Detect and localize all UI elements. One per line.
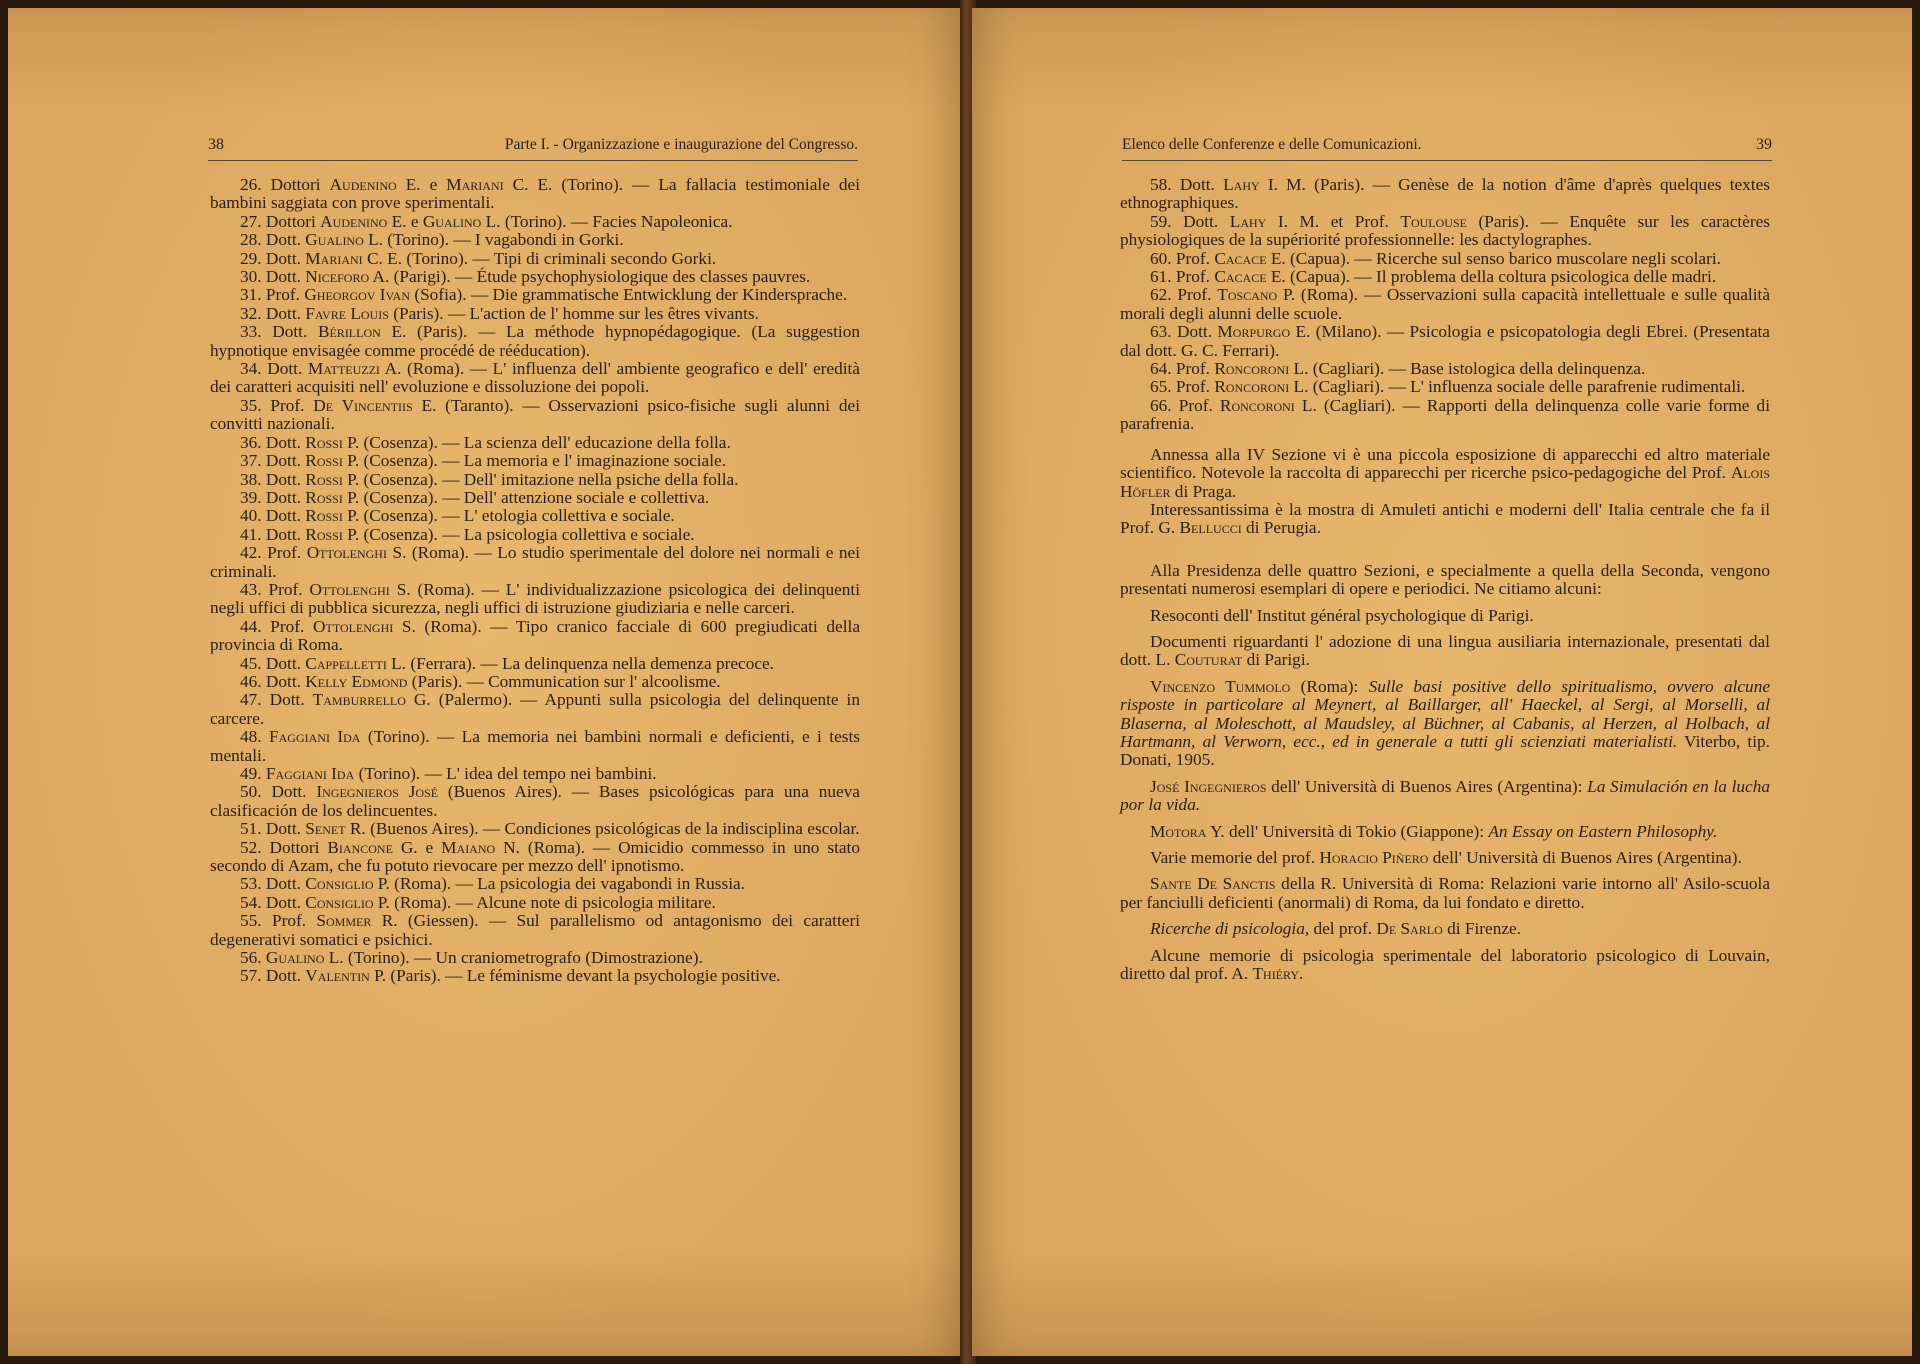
conference-entry: 38. Dott. Rossi P. (Cosenza). — Dell' imitazione nella psiche della folla.: [240, 469, 739, 489]
conference-entry: 28. Dott. Gualino L. (Torino). — I vagabondi in Gorki.: [240, 230, 624, 250]
conference-entry: 61. Prof. Cacace E. (Capua). — Il problema della coltura psicologica delle madri.: [1150, 267, 1717, 287]
publication-item: Resoconti dell' Institut général psychologique di Parigi.: [1150, 605, 1534, 625]
conference-entry: 43. Prof. Ottolenghi S. (Roma). — L' individualizzazione psicologica dei delinquenti negli uffici di pubblica sicurezza, negli uffici di istruzione giudiziaria e nelle carceri.: [210, 579, 860, 618]
conference-entry: 26. Dottori Audenino E. e Mariani C. E. (Torino). — La fallacia testimoniale dei bambini saggiata con prove sperimentali.: [210, 175, 860, 213]
right-running-head: Elenco delle Conferenze e delle Comunicazioni.: [1122, 136, 1422, 153]
conference-entry: 45. Dott. Cappelletti L. (Ferrara). — La delinquenza nella demenza precoce.: [240, 653, 775, 673]
annex-paragraph-1: Annessa alla IV Sezione vi è una piccola esposizione di apparecchi ed altro materiale scientifico. Notevole la raccolta di apparecchi per ricerche psico-pedagogiche del Prof. Alois Höfler di Praga.: [1120, 444, 1770, 501]
presidency-paragraph: Alla Presidenza delle quattro Sezioni, e specialmente a quella della Seconda, vengono presentati numerosi esemplari di opere e periodici. Ne citiamo alcuni:: [1120, 560, 1770, 599]
left-running-header: [208, 136, 858, 161]
conference-entry: 36. Dott. Rossi P. (Cosenza). — La scienza dell' educazione della folla.: [240, 432, 731, 452]
conference-entry: 33. Dott. Bérillon E. (Paris). — La méthode hypnopédagogique. (La suggestion hypnotique envisagée comme procédé de rééducation).: [210, 322, 860, 360]
conference-entry: 39. Dott. Rossi P. (Cosenza). — Dell' attenzione sociale e collettiva.: [240, 487, 710, 507]
conference-entry: 29. Dott. Mariani C. E. (Torino). — Tipi di criminali secondo Gorki.: [240, 248, 717, 268]
conference-entry: 51. Dott. Senet R. (Buenos Aires). — Condiciones psicológicas de la indisciplina escolar.: [240, 819, 860, 839]
conference-entry: 37. Dott. Rossi P. (Cosenza). — La memoria e l' imaginazione sociale.: [240, 451, 727, 471]
conference-entry: 27. Dottori Audenino E. e Gualino L. (Torino). — Facies Napoleonica.: [240, 211, 733, 231]
conference-entry: 62. Prof. Toscano P. (Roma). — Osservazioni sulla capacità intellettuale e sulle qualità morali degli alunni delle scuole.: [1120, 285, 1771, 323]
publication-item: Documenti riguardanti l' adozione di una lingua ausiliaria internazionale, presentati dal dott. L. Couturat di Parigi.: [1120, 631, 1770, 670]
conference-entry: 64. Prof. Roncoroni L. (Cagliari). — Base istologica della delinquenza.: [1150, 359, 1646, 379]
conference-entry: 48. Faggiani Ida (Torino). — La memoria nei bambini normali e deficienti, e i tests mentali.: [210, 727, 860, 765]
left-entry-list: [210, 176, 860, 986]
conference-entry: 34. Dott. Matteuzzi A. (Roma). — L' influenza dell' ambiente geografico e dell' eredità dei caratteri acquisiti nell' evoluzione e dissoluzione dei popoli.: [210, 359, 860, 397]
conference-entry: 30. Dott. Niceforo A. (Parigi). — Étude psychophysiologique des classes pauvres.: [240, 267, 811, 287]
conference-entry: 54. Dott. Consiglio P. (Roma). — Alcune note di psicologia militare.: [240, 892, 716, 912]
right-page-number: 39: [1756, 136, 1772, 153]
conference-entry: 42. Prof. Ottolenghi S. (Roma). — Lo studio sperimentale del dolore nei normali e nei criminali.: [210, 543, 860, 581]
conference-entry: 57. Dott. Valentin P. (Paris). — Le féminisme devant la psychologie positive.: [240, 966, 781, 986]
right-running-header: [1122, 136, 1772, 161]
publication-item: Alcune memorie di psicologia sperimentale del laboratorio psicologico di Louvain, diretto dal prof. A. Thiéry.: [1120, 945, 1770, 984]
right-column: [1120, 176, 1770, 991]
conference-entry: 50. Dott. Ingegnieros José (Buenos Aires). — Bases psicológicas para una nueva clasificación de los delincuentes.: [210, 782, 860, 820]
publication-item: Sante De Sanctis della R. Università di Roma: Relazioni varie intorno all' Asilo-scuola per fanciulli deficienti (anormali) di Roma, da lui fondato e diretto.: [1120, 874, 1770, 912]
conference-entry: 65. Prof. Roncoroni L. (Cagliari). — L' influenza sociale delle parafrenie rudimentali.: [1150, 377, 1746, 397]
conference-entry: 53. Dott. Consiglio P. (Roma). — La psicologia dei vagabondi in Russia.: [240, 874, 745, 894]
conference-entry: 44. Prof. Ottolenghi S. (Roma). — Tipo cranico facciale di 600 pregiudicati della provincia di Roma.: [210, 616, 860, 655]
right-page: [972, 8, 1912, 1356]
conference-entry: 52. Dottori Biancone G. e Maiano N. (Roma). — Omicidio commesso in uno stato secondo di Azam, che fu potuto rievocare per mezzo dell' ipnotismo.: [210, 837, 860, 876]
conference-entry: 63. Dott. Morpurgo E. (Milano). — Psicologia e psicopatologia degli Ebrei. (Presentata dal dott. G. C. Ferrari).: [1120, 322, 1770, 360]
conference-entry: 40. Dott. Rossi P. (Cosenza). — L' etologia collettiva e sociale.: [240, 506, 675, 526]
conference-entry: 32. Dott. Favre Louis (Paris). — L'action de l' homme sur les êtres vivants.: [240, 303, 759, 323]
left-running-head: Parte I. - Organizzazione e inaugurazione del Congresso.: [504, 136, 858, 153]
conference-entry: 49. Faggiani Ida (Torino). — L' idea del tempo nei bambini.: [240, 764, 657, 783]
right-entry-list: [1120, 176, 1770, 434]
left-page-number: 38: [208, 136, 224, 153]
conference-entry: 59. Dott. Lahy I. M. et Prof. Toulouse (Paris). — Enquête sur les caractères physiologiques de la supériorité professionnelle: les dactylographes.: [1120, 211, 1770, 250]
left-page: [8, 8, 964, 1356]
publication-item: Ricerche di psicologia, del prof. De Sarlo di Firenze.: [1150, 919, 1522, 939]
conference-entry: 58. Dott. Lahy I. M. (Paris). — Genèse de la notion d'âme d'après quelques textes ethnographiques.: [1120, 175, 1770, 213]
conference-entry: 41. Dott. Rossi P. (Cosenza). — La psicologia collettiva e sociale.: [240, 524, 695, 544]
publication-item: Vincenzo Tummolo (Roma): Sulle basi positive dello spiritualismo, ovvero alcune risposte in particolare al Meynert, al Baillarger, all' Haeckel, al Sergi, al Morselli, al Blaserna, al Moleschott, al Maudsley, al Büchner, al Cabanis, al Herzen, al Holbach, al Hartmann, al Verworn, ecc., ed in generale a tutti gli scienziati materialisti. Viterbo, tip. Donati, 1905.: [1120, 676, 1771, 770]
conference-entry: 66. Prof. Roncoroni L. (Cagliari). — Rapporti della delinquenza colle varie forme di parafrenia.: [1120, 395, 1770, 434]
publication-item: José Ingegnieros dell' Università di Buenos Aires (Argentina): La Simulación en la lucha por la vida.: [1120, 776, 1770, 815]
publication-item: Motora Y. dell' Università di Tokio (Giappone): An Essay on Eastern Philosophy.: [1150, 821, 1718, 841]
conference-entry: 56. Gualino L. (Torino). — Un craniometrografo (Dimostrazione).: [240, 948, 703, 968]
conference-entry: 60. Prof. Cacace E. (Capua). — Ricerche sul senso barico muscolare negli scolari.: [1150, 248, 1721, 268]
conference-entry: 46. Dott. Kelly Edmond (Paris). — Communication sur l' alcoolisme.: [240, 671, 721, 691]
publication-item: Varie memorie del prof. Horacio Piñero dell' Università di Buenos Aires (Argentina).: [1150, 848, 1742, 867]
conference-entry: 55. Prof. Sommer R. (Giessen). — Sul parallelismo od antagonismo dei caratteri degenerativi somatici e psichici.: [210, 911, 861, 949]
conference-entry: 35. Prof. De Vincentiis E. (Taranto). — Osservazioni psico-fisiche sugli alunni dei convitti nazionali.: [210, 395, 861, 434]
conference-entry: 31. Prof. Gheorgov Ivan (Sofia). — Die grammatische Entwicklung der Kindersprache.: [240, 285, 848, 305]
conference-entry: 47. Dott. Tamburrello G. (Palermo). — Appunti sulla psicologia del delinquente in carcere.: [210, 690, 860, 728]
annex-paragraph-2: Interessantissima è la mostra di Amuleti antichi e moderni dell' Italia centrale che fa il Prof. G. Bellucci di Perugia.: [1120, 499, 1770, 538]
